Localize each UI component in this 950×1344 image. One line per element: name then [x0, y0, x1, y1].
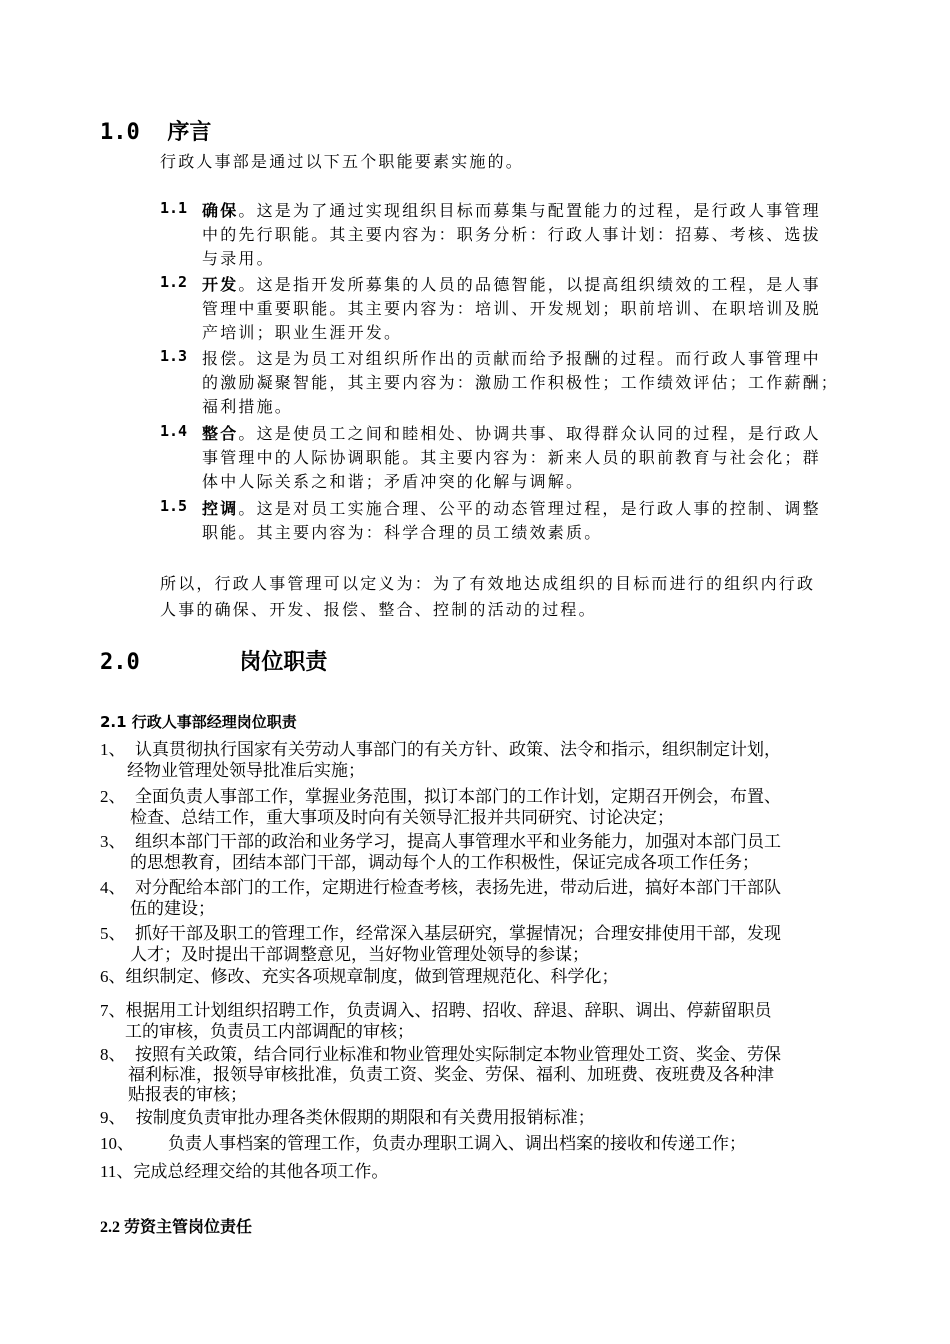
- item-term: 整合: [202, 424, 239, 443]
- duty-item-1: [100, 739, 781, 780]
- duty-line: 全面负责人事部工作，掌握业务范围，拟订本部门的工作计划，定期召开例会，布置、: [135, 787, 781, 806]
- function-item-1-5-text: [202, 497, 821, 545]
- item-line: 。这是使员工之间和睦相处、协调共事、取得群众认同的过程，是行政人: [238, 424, 821, 443]
- section-2-number: 2.0: [100, 650, 140, 675]
- item-term: 开发: [202, 275, 239, 294]
- section-1-title: 序言: [167, 120, 212, 145]
- item-number: 1.2: [160, 273, 188, 291]
- duty-line: 贴报表的审核；: [128, 1085, 247, 1104]
- duty-number: 1、: [100, 740, 126, 759]
- item-line: 。这是指开发所募集的人员的品德智能，以提高组织绩效的工程，是人事: [238, 275, 821, 294]
- item-line: 福利措施。: [202, 397, 294, 416]
- item-line: 与录用。: [202, 249, 275, 268]
- duty-line: 认真贯彻执行国家有关劳动人事部门的有关方针、政策、法令和指示，组织制定计划，: [135, 740, 781, 759]
- item-line: 。这是对员工实施合理、公平的动态管理过程，是行政人事的控制、调整: [238, 499, 821, 518]
- function-item-1-4: [160, 422, 187, 441]
- duty-item-9: [100, 1107, 595, 1128]
- section-1-number: 1.0: [100, 120, 140, 145]
- function-item-1-1-text: [202, 199, 821, 271]
- item-number: 1.4: [160, 422, 188, 440]
- duty-line: 组织制定、修改、充实各项规章制度，做到管理规范化、科学化；: [125, 967, 619, 986]
- duty-item-2: [100, 786, 781, 827]
- item-line: 事管理中的人际协调职能。其主要内容为：新来人员的职前教育与社会化；群: [202, 448, 821, 467]
- section-2-title: 岗位职责: [239, 650, 328, 675]
- function-item-1-5: [160, 497, 187, 516]
- item-number: 1.1: [160, 199, 188, 217]
- duty-item-6: [100, 966, 619, 987]
- duty-line: 根据用工计划组织招聘工作，负责调入、招聘、招收、辞退、辞职、调出、停薪留职员: [125, 1001, 772, 1020]
- duty-line: 对分配给本部门的工作，定期进行检查考核，表扬先进，带动后进，搞好本部门干部队: [135, 878, 781, 897]
- duty-line: 的思想教育，团结本部门干部，调动每个人的工作积极性，保证完成各项工作任务；: [130, 853, 759, 872]
- item-term: 报偿: [202, 349, 239, 368]
- item-line: 的激励凝聚智能，其主要内容为：激励工作积极性；工作绩效评估；工作薪酬；: [202, 373, 840, 392]
- item-line: 体中人际关系之和谐；矛盾冲突的化解与调解。: [202, 472, 585, 491]
- duty-number: 3、: [100, 832, 126, 851]
- duty-line: 福利标准，报领导审核批准，负责工资、奖金、劳保、福利、加班费、夜班费及各种津: [128, 1065, 774, 1084]
- duty-line: 经物业管理处领导批准后实施；: [127, 761, 365, 780]
- item-number: 1.3: [160, 347, 188, 365]
- duty-line: 按制度负责审批办理各类休假期的期限和有关费用报销标准；: [135, 1108, 595, 1127]
- subsection-2-2-title: 2.2 劳资主管岗位责任: [100, 1219, 253, 1236]
- summary-line: 人事的确保、开发、报偿、整合、控制的活动的过程。: [160, 600, 597, 619]
- section-2-heading: [100, 645, 327, 676]
- function-item-1-4-text: [202, 422, 821, 494]
- function-item-1-2: [160, 273, 187, 292]
- item-line: 。这是为员工对组织所作出的贡献而给予报酬的过程。而行政人事管理中: [238, 349, 821, 368]
- duty-line: 人才；及时提出干部调整意见，当好物业管理处领导的参谋；: [130, 945, 589, 964]
- subsection-2-1-title: 2.1 行政人事部经理岗位职责: [100, 713, 297, 731]
- item-number: 1.5: [160, 497, 188, 515]
- duty-line: 抓好干部及职工的管理工作，经常深入基层研究，掌握情况；合理安排使用干部，发现: [135, 924, 781, 943]
- duty-number: 4、: [100, 878, 126, 897]
- duty-number: 10、: [100, 1134, 134, 1153]
- duty-item-3: [100, 831, 781, 872]
- duty-line: 负责人事档案的管理工作，负责办理职工调入、调出档案的接收和传递工作；: [168, 1134, 746, 1153]
- duty-line: 检查、总结工作，重大事项及时向有关领导汇报并共同研究、讨论决定；: [130, 808, 674, 827]
- section-1-summary: [160, 571, 815, 623]
- duty-number: 11、: [100, 1162, 134, 1181]
- duty-number: 5、: [100, 924, 126, 943]
- duty-line: 伍的建设；: [130, 899, 215, 918]
- duty-item-4: [100, 877, 781, 918]
- duty-line: 完成总经理交给的其他各项工作。: [133, 1162, 389, 1181]
- summary-line: 所以，行政人事管理可以定义为：为了有效地达成组织的目标而进行的组织内行政: [160, 574, 816, 593]
- duty-number: 2、: [100, 787, 126, 806]
- duty-item-10: [100, 1133, 746, 1154]
- item-line: 产培训；职业生涯开发。: [202, 323, 403, 342]
- item-line: 中的先行职能。其主要内容为：职务分析：行政人事计划：招募、考核、选拔: [202, 225, 821, 244]
- section-1-intro: 行政人事部是通过以下五个职能要素实施的。: [160, 152, 525, 171]
- item-term: 确保: [202, 201, 239, 220]
- item-term: 控调: [202, 499, 239, 518]
- duty-item-7: [100, 1000, 772, 1042]
- section-1-heading: [100, 115, 211, 146]
- duty-line: 按照有关政策，结合同行业标准和物业管理处实际制定本物业管理处工资、奖金、劳保: [135, 1045, 781, 1064]
- function-item-1-1: [160, 199, 187, 218]
- duty-number: 7、: [100, 1001, 126, 1020]
- function-item-1-3: [160, 347, 187, 366]
- duty-item-8: [100, 1045, 781, 1104]
- function-item-1-3-text: [202, 347, 839, 419]
- item-line: 管理中重要职能。其主要内容为：培训、开发规划；职前培训、在职培训及脱: [202, 299, 821, 318]
- duty-number: 6、: [100, 967, 126, 986]
- duty-item-11: [100, 1161, 388, 1182]
- duty-number: 8、: [100, 1045, 126, 1064]
- duty-item-5: [100, 923, 781, 964]
- duty-number: 9、: [100, 1108, 126, 1127]
- duty-line: 组织本部门干部的政治和业务学习，提高人事管理水平和业务能力，加强对本部门员工: [135, 832, 781, 851]
- item-line: 职能。其主要内容为：科学合理的员工绩效素质。: [202, 523, 603, 542]
- function-item-1-2-text: [202, 273, 821, 345]
- item-line: 。这是为了通过实现组织目标而募集与配置能力的过程，是行政人事管理: [238, 201, 821, 220]
- duty-line: 工的审核，负责员工内部调配的审核；: [125, 1022, 414, 1041]
